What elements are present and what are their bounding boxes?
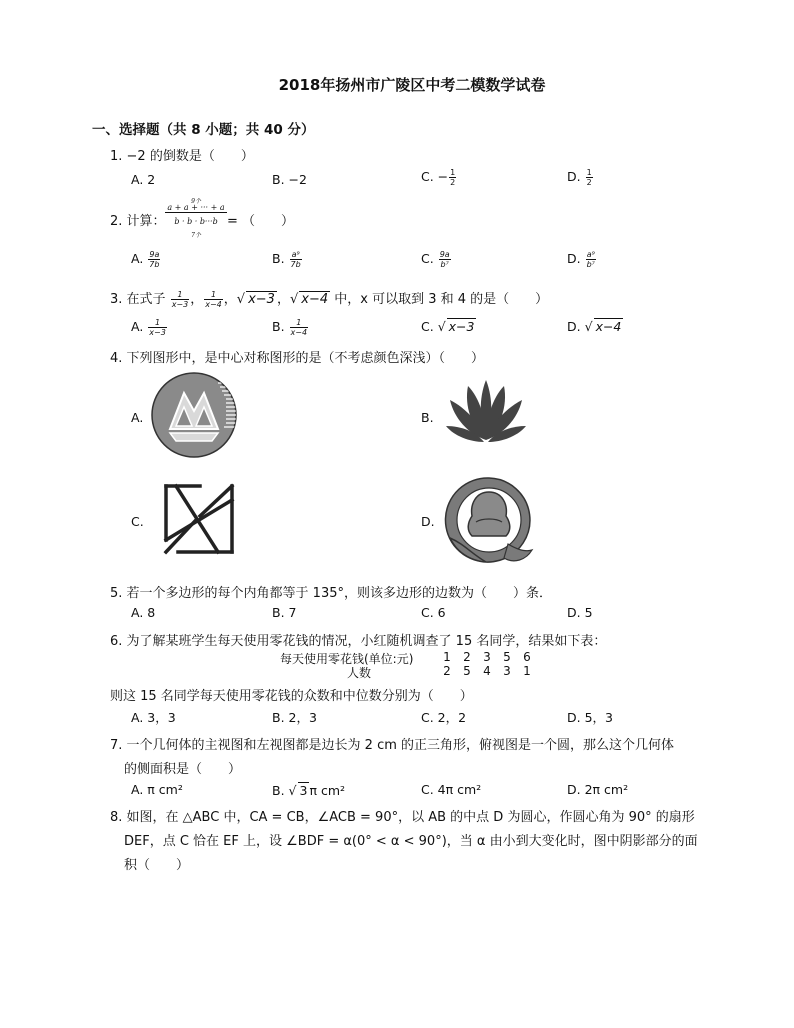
q6-option-b[interactable]: B. 2，3 bbox=[272, 710, 317, 725]
q7-option-c[interactable]: C. 4π cm² bbox=[421, 782, 482, 797]
q4-figure-d-ghost-circle[interactable] bbox=[442, 474, 536, 566]
q1-option-d-label: D. bbox=[567, 169, 585, 184]
q4-option-c-label[interactable]: C. bbox=[131, 514, 144, 529]
q3-option-d[interactable]: D. √ x−4 bbox=[567, 319, 622, 334]
q7-b-sqrt: 3 bbox=[299, 783, 308, 798]
q2-a-denominator: 7b bbox=[149, 260, 160, 269]
page-title: 2018年扬州市广陵区中考二模数学试卷 bbox=[278, 76, 546, 94]
question-6-stem: 6. 为了解某班学生每天使用零花钱的情况，小红随机调查了 15 名同学，结果如下表： bbox=[110, 634, 607, 649]
q6-table-row2-label: 人数 bbox=[346, 666, 371, 680]
q3-sqrt2: x−4 bbox=[301, 292, 329, 307]
q3-d-sqrt: x−4 bbox=[595, 319, 622, 334]
q6-r1-c2: 2 bbox=[463, 650, 471, 664]
q4-option-a-label[interactable]: A. bbox=[131, 410, 144, 425]
q3-option-b[interactable] bbox=[272, 318, 309, 337]
question-8-line1: 8. 如图，在 △ABC 中，CA = CB，∠ACB = 90°，以 AB 的中点 D 为圆心，作圆心角为 90° 的扇形 bbox=[110, 810, 695, 825]
q2-option-d-label: D. bbox=[567, 251, 581, 266]
q6-r2-c5: 1 bbox=[523, 664, 531, 678]
q1-option-c[interactable] bbox=[421, 168, 457, 187]
q3-option-d-label: D. bbox=[567, 319, 581, 334]
q3-b-numerator: 1 bbox=[290, 318, 309, 328]
q1-d-denominator: 2 bbox=[586, 178, 592, 187]
q5-option-c[interactable]: C. 6 bbox=[421, 605, 446, 620]
q3-b-denominator: x−4 bbox=[290, 328, 308, 337]
q6-r2-c4: 3 bbox=[503, 664, 511, 678]
q4-figure-c-line-square[interactable] bbox=[160, 480, 238, 558]
q6-r1-c3: 3 bbox=[483, 650, 491, 664]
q6-option-c[interactable]: C. 2，2 bbox=[421, 710, 467, 725]
q3-frac1-num: 1 bbox=[171, 290, 190, 300]
q2-option-b[interactable] bbox=[272, 250, 303, 269]
q2-top-note: 9个 bbox=[191, 198, 201, 205]
q1-option-c-label: C. − bbox=[421, 169, 449, 184]
q3-suffix: 中，x 可以取到 3 和 4 的是（ ） bbox=[334, 292, 549, 307]
q5-option-b[interactable]: B. 7 bbox=[272, 605, 297, 620]
q4-figure-b-petal-logo[interactable] bbox=[440, 378, 532, 448]
q3-a-denominator: x−3 bbox=[149, 328, 166, 337]
question-7-stem: 7. 一个几何体的主视图和左视图都是边长为 2 cm 的正三角形，俯视图是一个圆，那么这个几何体 bbox=[110, 738, 675, 753]
q2-denominator: b · b · b···b bbox=[174, 217, 218, 226]
question-4-stem: 4. 下列图形中，是中心对称图形的是（不考虑颜色深浅）（ ） bbox=[110, 351, 485, 366]
question-8-line2: DEF，点 C 恰在 EF 上，设 ∠BDF = α(0° < α < 90°)，当 α 由小到大变化时，图中阴影部分的面 bbox=[124, 834, 698, 849]
q6-r2-c3: 4 bbox=[483, 664, 491, 678]
q3-option-b-label: B. bbox=[272, 319, 285, 334]
q2-b-numerator: a⁹ bbox=[290, 250, 302, 260]
q6-r2-c2: 5 bbox=[463, 664, 471, 678]
q3-option-a-label: A. bbox=[131, 319, 144, 334]
question-6-stem2: 则这 15 名同学每天使用零花钱的众数和中位数分别为（ ） bbox=[110, 689, 473, 704]
question-8-line3: 积（ ） bbox=[124, 858, 190, 873]
q1-option-b[interactable]: B. −2 bbox=[272, 172, 307, 187]
question-1-stem: 1. −2 的倒数是（ ） bbox=[110, 149, 254, 164]
q7-b-rest: π cm² bbox=[309, 783, 346, 798]
q6-table-row1-values bbox=[437, 650, 537, 664]
q3-frac2-den: x−4 bbox=[205, 300, 222, 309]
q3-a-numerator: 1 bbox=[148, 318, 167, 328]
q6-r2-c1: 2 bbox=[443, 664, 451, 678]
q2-b-denominator: 7b bbox=[290, 260, 301, 269]
q3-c-sqrt: x−3 bbox=[448, 319, 475, 334]
q3-frac2-num: 1 bbox=[204, 290, 223, 300]
q3-frac1-den: x−3 bbox=[171, 300, 189, 309]
q6-r1-c4: 5 bbox=[503, 650, 511, 664]
q2-a-numerator: 9a bbox=[149, 250, 160, 259]
q3-prefix: 3. 在式子 bbox=[110, 292, 166, 307]
question-7-stem2: 的侧面积是（ ） bbox=[124, 762, 242, 777]
q4-option-b-label[interactable]: B. bbox=[421, 410, 434, 425]
q2-c-numerator: 9a bbox=[439, 250, 450, 259]
q2-numerator: a + a + ··· + a bbox=[165, 203, 227, 213]
q3-option-c-label: C. bbox=[421, 319, 434, 334]
q2-d-numerator: a⁹ bbox=[586, 250, 595, 259]
q5-option-a[interactable]: A. 8 bbox=[131, 605, 156, 620]
q6-r1-c5: 6 bbox=[523, 650, 531, 664]
q2-option-c[interactable] bbox=[421, 250, 452, 269]
q6-r1-c1: 1 bbox=[443, 650, 451, 664]
q2-d-denominator: b⁷ bbox=[586, 260, 595, 269]
question-3-stem: 3. 在式子 $\frac{1}{x-3}$ ， $\frac{1}{x-4}$ ，√ x−3 ，√ x−4 中，x 可以取到 3 和 4 的是（ ） bbox=[110, 290, 549, 309]
q7-option-a[interactable]: A. π cm² bbox=[131, 782, 183, 797]
q1-option-a[interactable]: A. 2 bbox=[131, 172, 156, 187]
q7-option-b[interactable]: B. √ 3 π cm² bbox=[272, 783, 346, 798]
q3-option-c[interactable]: C. √ x−3 bbox=[421, 319, 475, 334]
q2-option-d[interactable] bbox=[567, 250, 597, 269]
q2-option-c-label: C. bbox=[421, 251, 434, 266]
q2-option-b-label: B. bbox=[272, 251, 285, 266]
q2-option-a[interactable] bbox=[131, 250, 161, 269]
q2-c-denominator: b⁷ bbox=[440, 260, 449, 269]
q7-option-b-label: B. bbox=[272, 783, 285, 798]
q3-sqrt1: x−3 bbox=[248, 292, 275, 307]
q1-c-denominator: 2 bbox=[450, 178, 456, 187]
q4-option-d-label[interactable]: D. bbox=[421, 514, 435, 529]
section-heading: 一、选择题（共 8 小题；共 40 分） bbox=[92, 122, 315, 138]
question-2-prefix: 2. 计算： bbox=[110, 214, 166, 229]
q1-option-d[interactable] bbox=[567, 168, 594, 187]
question-5-stem: 5. 若一个多边形的每个内角都等于 135°，则该多边形的边数为（ ）条． bbox=[110, 586, 552, 601]
q6-table-row2-values bbox=[437, 664, 537, 678]
q1-d-numerator: 1 bbox=[586, 168, 592, 177]
q3-option-a[interactable] bbox=[131, 318, 168, 337]
q6-option-d[interactable]: D. 5，3 bbox=[567, 710, 613, 725]
q5-option-d[interactable]: D. 5 bbox=[567, 605, 593, 620]
q6-option-a[interactable]: A. 3，3 bbox=[131, 710, 176, 725]
q7-option-d[interactable]: D. 2π cm² bbox=[567, 782, 629, 797]
q4-figure-a-metro-logo[interactable] bbox=[148, 371, 240, 459]
q1-c-numerator: 1 bbox=[450, 168, 456, 177]
q2-option-a-label: A. bbox=[131, 251, 144, 266]
q2-bottom-note: 7个 bbox=[191, 232, 201, 239]
question-2-suffix: = （ ） bbox=[227, 214, 295, 229]
q6-table-row1-label: 每天使用零花钱(单位:元) bbox=[280, 652, 414, 666]
